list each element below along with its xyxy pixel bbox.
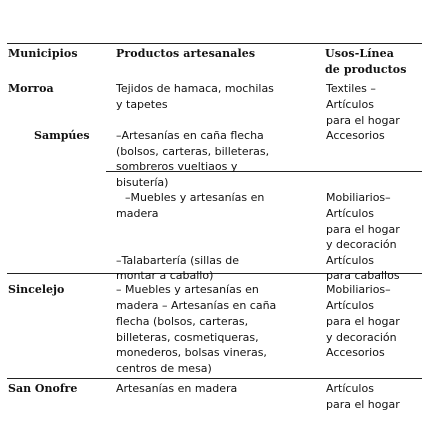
usos-line: Accesorios: [326, 129, 385, 142]
productos-line: madera – Artesanías en caña: [116, 299, 277, 312]
productos-line: Tejidos de hamaca, mochilas: [116, 82, 274, 95]
table-top-rule: [7, 43, 422, 44]
usos-line: para el hogar: [326, 398, 400, 411]
productos-line: – Muebles y artesanías en: [116, 283, 259, 296]
usos-line: Artículos: [326, 382, 374, 395]
usos-line: para caballos: [326, 269, 400, 282]
usos-line: para el hogar: [326, 114, 400, 127]
productos-line: billeteras, cosmetiqueras,: [116, 331, 259, 344]
municipio-san-onofre: San Onofre: [8, 382, 78, 395]
usos-line: Textiles –: [326, 82, 376, 95]
usos-line: para el hogar: [326, 315, 400, 328]
usos-line: Artículos: [326, 98, 374, 111]
usos-line: Mobiliarios–: [326, 283, 391, 296]
productos-line: –Talabartería (sillas de: [116, 254, 239, 267]
usos-line: y decoración: [326, 331, 397, 344]
productos-line: –Artesanías en caña flecha: [116, 129, 264, 142]
productos-line: monederos, bolsas vineras,: [116, 346, 267, 359]
header-usos-line2: de productos: [325, 63, 407, 76]
productos-line: y tapetes: [116, 98, 168, 111]
sincelejo-bottom-rule: [7, 378, 422, 379]
usos-line: para el hogar: [326, 223, 400, 236]
productos-line: Artesanías en madera: [116, 382, 238, 395]
usos-line: Mobiliarios–: [326, 191, 391, 204]
usos-line: Artículos: [326, 299, 374, 312]
productos-line: centros de mesa): [116, 362, 212, 375]
usos-line: Artículos: [326, 254, 374, 267]
productos-line: bisutería): [116, 176, 169, 189]
municipio-sampues: Sampúes: [34, 129, 90, 142]
header-productos: Productos artesanales: [116, 47, 256, 60]
header-municipios: Municipios: [8, 47, 78, 60]
usos-line: Artículos: [326, 207, 374, 220]
usos-line: Accesorios: [326, 346, 385, 359]
productos-line: (bolsos, carteras, billeteras,: [116, 145, 270, 158]
usos-line: y decoración: [326, 238, 397, 251]
productos-line: madera: [116, 207, 159, 220]
productos-line: flecha (bolsos, carteras,: [116, 315, 249, 328]
productos-line: montar a caballo): [116, 269, 214, 282]
productos-line: sombreros vueltiaos y: [116, 160, 238, 173]
header-usos-line1: Usos-Línea: [325, 47, 394, 60]
municipio-morroa: Morroa: [8, 82, 54, 95]
municipio-sincelejo: Sincelejo: [8, 283, 65, 296]
productos-line: –Muebles y artesanías en: [125, 191, 265, 204]
